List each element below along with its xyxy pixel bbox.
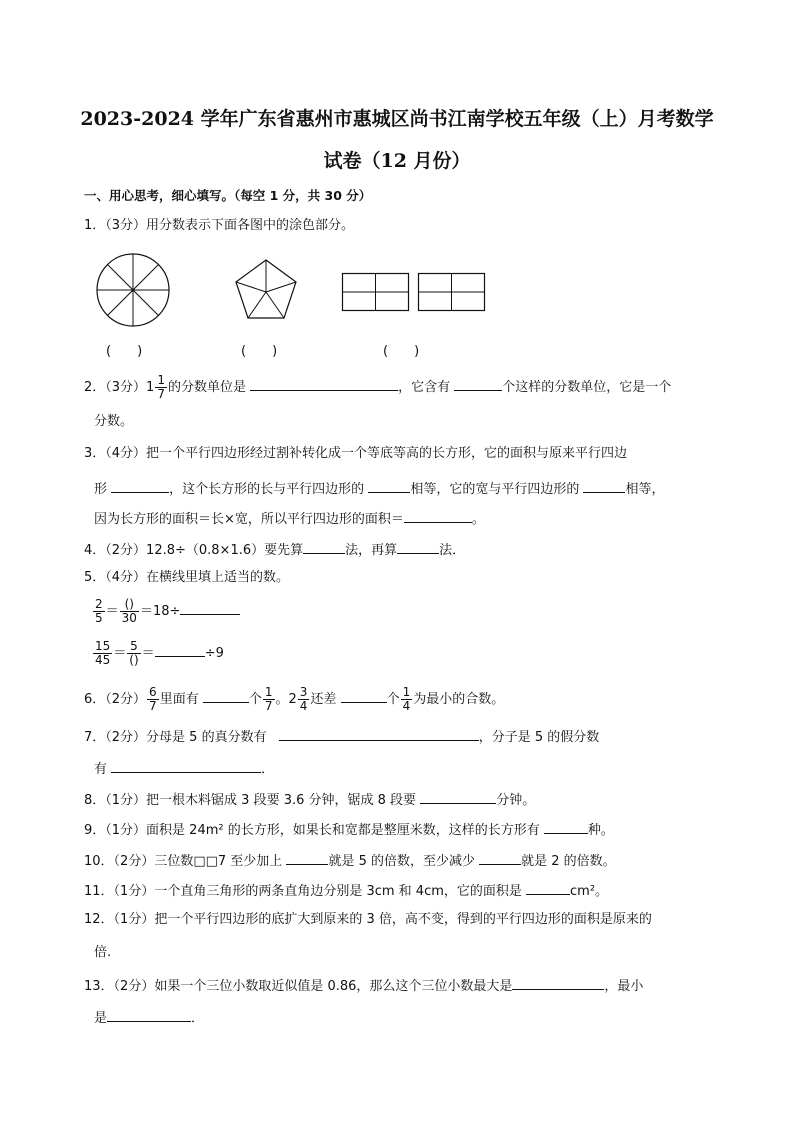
question-10 xyxy=(84,851,616,870)
fraction-denominator: 45 xyxy=(95,653,111,667)
q5-blank-1[interactable] xyxy=(180,601,240,615)
q2-blank-2[interactable] xyxy=(454,377,502,391)
fraction xyxy=(401,686,413,713)
q6-text: 。2 xyxy=(275,692,297,707)
q11-blank[interactable] xyxy=(526,881,570,895)
page-title-line-1: 2023-2024 学年广东省惠州市惠城区尚书江南学校五年级（上）月考数学 xyxy=(80,108,714,130)
q4-text-c: 法． xyxy=(439,543,466,558)
q13-text: 是 xyxy=(94,1011,108,1026)
q8-text: 分钟。 xyxy=(496,793,536,808)
question-2 xyxy=(84,374,671,401)
question-13-line-2 xyxy=(94,1008,204,1027)
fraction-numerator: 1 xyxy=(157,373,165,387)
q7-blank-2[interactable] xyxy=(111,759,261,773)
q2-text-3: 个这样的分数单位，它是一个 xyxy=(502,380,672,395)
fraction-denominator: 4 xyxy=(299,699,308,713)
question-9 xyxy=(84,820,614,839)
q13-blank-2[interactable] xyxy=(107,1008,191,1022)
question-12-line-1: 12．（1分）把一个平行四边形的底扩大到原来的 3 倍，高不变，得到的平行四边形的面积是原来的 xyxy=(84,912,652,927)
q6-text: 为最小的合数。 xyxy=(413,692,505,707)
fraction-denominator: 7 xyxy=(149,699,157,713)
q5-blank-2[interactable] xyxy=(155,643,205,657)
fraction-numerator: 3 xyxy=(299,685,308,699)
circle-figure xyxy=(96,253,170,327)
q11-text: 11．（1分）一个直角三角形的两条直角边分别是 3cm 和 4cm，它的面积是 xyxy=(84,884,522,899)
q6-blank-2[interactable] xyxy=(341,689,387,703)
question-7-line-2 xyxy=(94,759,274,778)
answer-blank-1[interactable]: ( ) xyxy=(106,344,143,359)
fraction-numerator: 5 xyxy=(127,640,140,654)
fraction-denominator: 30 xyxy=(121,611,137,625)
fraction-denominator: 5 xyxy=(95,611,103,625)
rectangles-figure xyxy=(342,273,486,311)
q3-blank-2[interactable] xyxy=(368,479,410,493)
q11-text: cm²。 xyxy=(570,884,609,899)
fraction xyxy=(298,686,310,713)
q2-text-1: 的分数单位是 xyxy=(167,380,246,395)
q4-blank-1[interactable] xyxy=(303,540,345,554)
fraction-numerator: 6 xyxy=(149,685,157,699)
q7-text: ，分子是 5 的假分数 xyxy=(478,730,600,745)
question-3-line-1: 3．（4分）把一个平行四边形经过割补转化成一个等底等高的长方形，它的面积与原来平行四边 xyxy=(84,446,628,461)
q6-text: 还差 xyxy=(310,692,337,707)
question-8 xyxy=(84,790,535,809)
fraction-denominator: 7 xyxy=(157,387,165,401)
q2-text-2: ，它含有 xyxy=(398,380,451,395)
q7-blank-1[interactable] xyxy=(279,727,479,741)
q2-fraction xyxy=(155,374,167,401)
answer-blank-2[interactable]: ( ) xyxy=(241,344,278,359)
question-11 xyxy=(84,881,608,900)
q9-text: 9．（1分）面积是 24m² 的长方形，如果长和宽都是整厘米数，这样的长方形有 xyxy=(84,823,540,838)
q3-text-e: 因为长方形的面积＝长×宽，所以平行四边形的面积＝ xyxy=(94,512,404,527)
q10-blank-1[interactable] xyxy=(286,851,328,865)
q3-text-a: 形 xyxy=(94,482,108,497)
fraction-denominator: () xyxy=(129,653,139,667)
fraction-denominator: 7 xyxy=(264,699,273,713)
q6-blank-1[interactable] xyxy=(203,689,249,703)
q6-text: 个 xyxy=(248,692,262,707)
question-12-line-2: 倍. xyxy=(94,945,112,960)
question-5-row-2 xyxy=(92,640,224,667)
q9-blank[interactable] xyxy=(544,820,588,834)
q3-blank-4[interactable] xyxy=(404,509,472,523)
fraction-denominator: 4 xyxy=(402,699,411,713)
q13-text: ． xyxy=(191,1011,205,1026)
q5-text: ＝18÷ xyxy=(139,604,181,619)
q3-text-b: ，这个长方形的长与平行四边形的 xyxy=(169,482,365,497)
q6-text: 6．（2分） xyxy=(84,692,147,707)
section-heading: 一、用心思考，细心填写。（每空 1 分，共 30 分） xyxy=(84,188,372,203)
q4-text-b: 法，再算 xyxy=(345,543,398,558)
question-4 xyxy=(84,540,465,559)
q4-blank-2[interactable] xyxy=(397,540,439,554)
q10-blank-2[interactable] xyxy=(479,851,521,865)
fraction xyxy=(263,686,275,713)
question-5-row-1 xyxy=(92,598,240,625)
q3-text-d: 相等， xyxy=(625,482,665,497)
fraction-numerator: 2 xyxy=(95,597,103,611)
fraction xyxy=(93,640,112,667)
q7-text: 有 xyxy=(94,762,108,777)
question-3-line-2 xyxy=(94,479,664,498)
q9-text: 种。 xyxy=(587,823,614,838)
fraction-numerator: 1 xyxy=(402,685,411,699)
equals-sign: ＝ xyxy=(105,604,119,619)
q10-text: 就是 5 的倍数，至少减少 xyxy=(328,854,475,869)
q2-prefix: 2．（3分）1 xyxy=(84,380,155,395)
q3-blank-1[interactable] xyxy=(111,479,169,493)
q13-text: 13．（2分）如果一个三位小数取近似值是 0.86，那么这个三位小数最大是 xyxy=(84,979,513,994)
q2-blank-1[interactable] xyxy=(250,377,398,391)
fraction-numerator: 1 xyxy=(264,685,273,699)
question-5-stem: 5．（4分）在横线里填上适当的数。 xyxy=(84,570,290,585)
question-3-line-3 xyxy=(94,509,485,528)
question-7-line-1 xyxy=(84,727,599,746)
page-title-line-2: 试卷（12 月份） xyxy=(323,150,471,172)
question-6 xyxy=(84,686,504,713)
fraction xyxy=(147,686,159,713)
q4-text-a: 4．（2分）12.8÷（0.8×1.6）要先算 xyxy=(84,543,304,558)
q6-text: 里面有 xyxy=(159,692,199,707)
q7-text: 7．（2分）分母是 5 的真分数有 xyxy=(84,730,267,745)
fraction-blank[interactable] xyxy=(127,640,140,667)
q7-text: ． xyxy=(261,762,275,777)
q13-blank-1[interactable] xyxy=(512,976,604,990)
q10-text: 就是 2 的倍数。 xyxy=(521,854,616,869)
fraction-numerator: 15 xyxy=(95,639,111,653)
answer-blank-3[interactable]: ( ) xyxy=(383,344,420,359)
q8-blank[interactable] xyxy=(420,790,496,804)
q5-text: ÷9 xyxy=(204,646,224,661)
fraction-blank[interactable] xyxy=(120,598,139,625)
fraction xyxy=(93,598,105,625)
q10-text: 10．（2分）三位数□□7 至少加上 xyxy=(84,854,283,869)
q3-blank-3[interactable] xyxy=(583,479,625,493)
equals-sign: ＝ xyxy=(113,646,127,661)
pentagon-figure xyxy=(234,258,298,322)
q3-text-c: 相等，它的宽与平行四边形的 xyxy=(410,482,580,497)
q6-text: 个 xyxy=(386,692,400,707)
q3-text-f: 。 xyxy=(471,512,485,527)
question-1-stem: 1．（3分）用分数表示下面各图中的涂色部分。 xyxy=(84,218,355,233)
question-2-line-2: 分数。 xyxy=(94,414,134,429)
q13-text: ，最小 xyxy=(604,979,644,994)
q8-text: 8．（1分）把一根木料锯成 3 段要 3.6 分钟，锯成 8 段要 xyxy=(84,793,417,808)
equals-sign: ＝ xyxy=(141,646,155,661)
question-13-line-1 xyxy=(84,976,643,995)
fraction-numerator: () xyxy=(120,598,139,612)
